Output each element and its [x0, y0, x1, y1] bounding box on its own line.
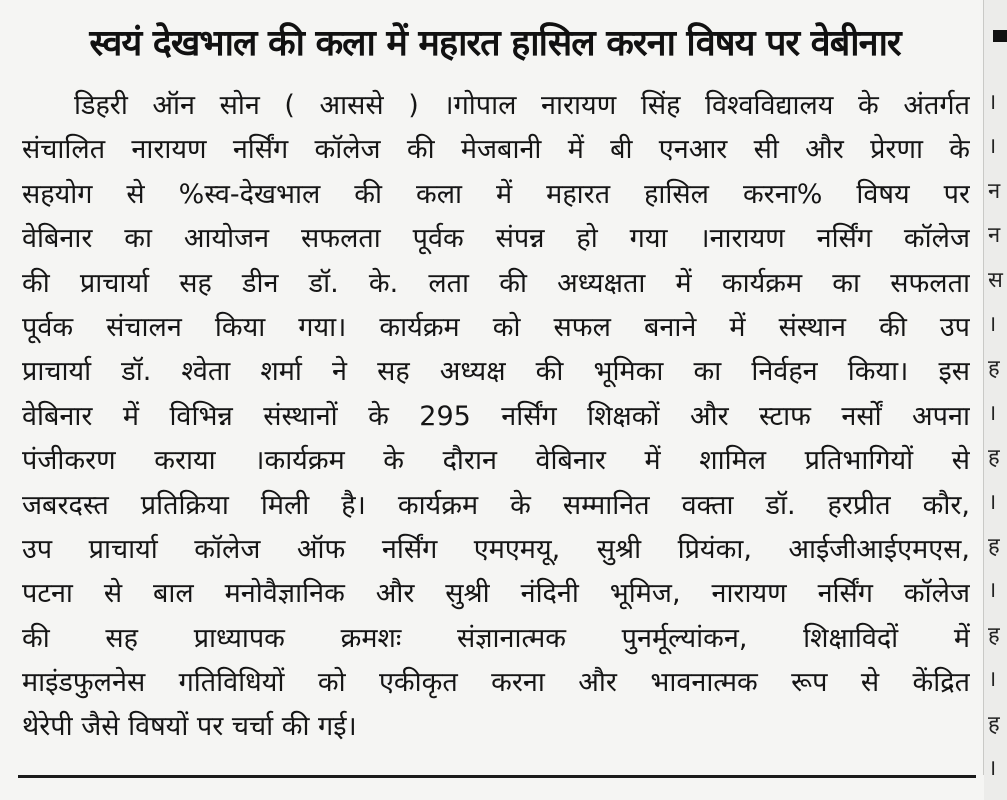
- adjacent-column-fragment: ।: [988, 756, 997, 781]
- adjacent-column-fragment: न: [988, 223, 1001, 249]
- adjacent-column-mark: [993, 30, 1007, 42]
- adjacent-column-fragment: ह: [988, 356, 1000, 382]
- article-line: संचालित नारायण नर्सिंग कॉलेज की मेजबानी में बी एनआर सी और प्रेरणा के: [22, 134, 970, 166]
- adjacent-column-fragment: ह: [988, 622, 1000, 648]
- article-line: जबरदस्त प्रतिक्रिया मिली है। कार्यक्रम के सम्मानित वक्ता डॉ. हरप्रीत कौर,: [22, 489, 970, 521]
- article-line: प्राचार्या डॉ. श्वेता शर्मा ने सह अध्यक्ष की भूमिका का निर्वहन किया। इस: [22, 356, 970, 388]
- article-line: माइंडफुलनेस गतिविधियों को एकीकृत करना और भावनात्मक रूप से केंद्रित: [22, 667, 970, 699]
- adjacent-column-fragment: ।: [988, 578, 997, 604]
- adjacent-column-fragment: ।: [988, 134, 997, 160]
- article-line: की सह प्राध्यापक क्रमशः संज्ञानात्मक पुनर्मूल्यांकन, शिक्षाविदों में: [22, 622, 970, 654]
- article-line: डिहरी ऑन सोन ( आससे ) ।गोपाल नारायण सिंह विश्वविद्यालय के अंतर्गत: [74, 90, 970, 121]
- article-headline: स्वयं देखभाल की कला में महारत हासिल करना विषय पर वेबीनार: [89, 23, 901, 64]
- column-divider: [983, 0, 984, 775]
- article-line: सहयोग से %स्व-देखभाल की कला में महारत हासिल करना% विषय पर: [22, 178, 970, 210]
- adjacent-column-fragment: न: [988, 178, 1001, 204]
- article-body: [22, 84, 970, 750]
- article-line: की प्राचार्या सह डीन डॉ. के. लता की अध्यक्षता में कार्यक्रम का सफलता: [22, 267, 970, 299]
- adjacent-column-fragment: ।: [988, 400, 997, 426]
- adjacent-column-fragment: ह: [988, 534, 1000, 559]
- adjacent-column-fragment: ।: [988, 312, 997, 337]
- adjacent-column-fragment: ह: [988, 445, 1000, 471]
- adjacent-column-fragment: ।: [988, 90, 997, 115]
- adjacent-column-fragment: स: [988, 267, 1003, 293]
- article-line: थेरेपी जैसे विषयों पर चर्चा की गई।: [22, 711, 357, 743]
- adjacent-column-fragment: ।: [988, 667, 997, 693]
- article-line: पूर्वक संचालन किया गया। कार्यक्रम को सफल बनाने में संस्थान की उप: [22, 311, 970, 343]
- bottom-rule: [18, 775, 976, 778]
- adjacent-column-fragment: ।: [988, 489, 997, 515]
- adjacent-column-fragment: ह: [988, 711, 1000, 737]
- article-line: वेबिनार का आयोजन सफलता पूर्वक संपन्न हो गया ।नारायण नर्सिंग कॉलेज: [22, 223, 970, 255]
- article-line: पटना से बाल मनोवैज्ञानिक और सुश्री नंदिनी भूमिज, नारायण नर्सिंग कॉलेज: [22, 578, 970, 610]
- article-line: उप प्राचार्या कॉलेज ऑफ नर्सिंग एमएमयू, सुश्री प्रियंका, आईजीआईएमएस,: [22, 533, 970, 565]
- article-line: वेबिनार में विभिन्न संस्थानों के 295 नर्सिंग शिक्षकों और स्टाफ नर्सों अपना: [22, 400, 970, 432]
- article-line: पंजीकरण कराया ।कार्यक्रम के दौरान वेबिनार में शामिल प्रतिभागियों से: [22, 445, 970, 477]
